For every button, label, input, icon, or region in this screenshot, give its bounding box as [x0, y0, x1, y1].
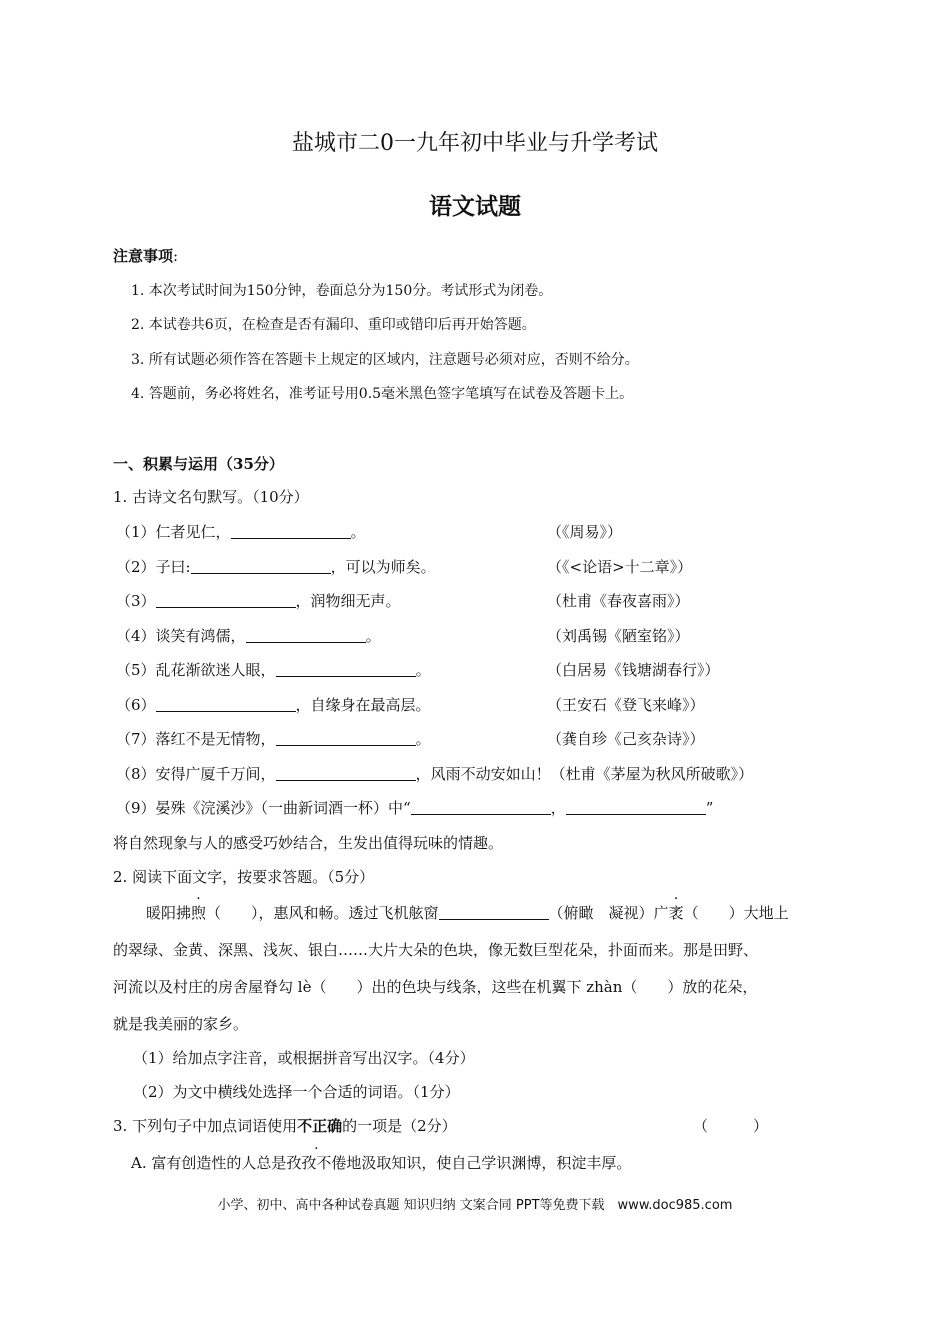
- notice-item-1: 1. 本次考试时间为150分钟，卷面总分为150分。考试形式为闭卷。: [131, 283, 553, 299]
- answer-blank[interactable]: [411, 800, 551, 815]
- notice-heading: [113, 245, 178, 266]
- q1-source-7: （龚自珍《己亥杂诗》）: [547, 730, 705, 748]
- answer-blank[interactable]: [231, 524, 351, 539]
- section1-heading: 一、积累与运用（35分）: [113, 455, 284, 473]
- q2-passage-line-4: 就是我美丽的家乡。: [113, 1015, 249, 1033]
- notice-heading-text: 注意事项: [113, 247, 174, 265]
- dotted-char: 煦: [191, 904, 207, 922]
- q3-stem: 3. 下列句子中加点词语使用不正确的一项是（2分）: [113, 1117, 457, 1135]
- q2-stem: 2. 阅读下面文字，按要求答题。（5分）: [113, 868, 375, 886]
- answer-blank[interactable]: [156, 593, 296, 608]
- q1-item-9-cont: 将自然现象与人的感受巧妙结合，生发出值得玩味的情趣。: [113, 834, 504, 852]
- notice-item-2: 2. 本试卷共6页，在检查是否有漏印、重印或错印后再开始答题。: [131, 317, 536, 333]
- q1-source-2: （《<论语>十二章》）: [547, 558, 693, 576]
- q2-passage-line-3: 河流以及村庄的房舍屋脊勾 lè（ ）出的色块与线条，这些在机翼下 zhàn（ ）放的花朵，: [113, 978, 758, 996]
- notice-item-3: 3. 所有试题必须作答在答题卡上规定的区域内，注意题号必须对应，否则不给分。: [131, 352, 639, 368]
- q1-source-3: （杜甫《春夜喜雨》）: [547, 592, 690, 610]
- q1-item-5: （5）乱花渐欲迷人眼， 。: [116, 661, 431, 679]
- exam-title: 盐城市二0一九年初中毕业与升学考试: [292, 131, 658, 156]
- answer-blank[interactable]: [566, 800, 706, 815]
- q2-passage-line-1: 暖阳拂煦（ ），惠风和畅。透过飞机舷窗 （俯瞰 凝视）广袤（ ）大地上: [146, 904, 789, 922]
- q2-sub-1: （1）给加点字注音，或根据拼音写出汉字。（4分）: [133, 1049, 475, 1067]
- q1-source-1: （《周易》）: [547, 523, 623, 541]
- q3-option-a: A. 富有创造性的人总是孜孜不倦地汲取知识，使自己学识渊博，积淀丰厚。: [131, 1154, 632, 1172]
- notice-heading-colon: :: [173, 247, 179, 265]
- answer-blank[interactable]: [191, 559, 331, 574]
- q1-item-4: （4）谈笑有鸿儒， 。: [116, 627, 381, 645]
- answer-blank[interactable]: [276, 731, 416, 746]
- dotted-char: 袤: [668, 904, 684, 922]
- q1-item-2: （2）子曰: ，可以为师矣。: [116, 558, 436, 576]
- q1-stem: 1. 古诗文名句默写。（10分）: [113, 488, 309, 506]
- q1-item-9: （9）晏殊《浣溪沙》（一曲新词酒一杯）中“ ， ”: [116, 799, 714, 817]
- answer-blank[interactable]: [276, 662, 416, 677]
- q1-item-1: （1）仁者见仁， 。: [116, 523, 366, 541]
- notice-item-4: 4. 答题前，务必将姓名，准考证号用0.5毫米黑色签字笔填写在试卷及答题卡上。: [131, 386, 634, 402]
- q1-source-5: （白居易《钱塘湖春行》）: [547, 661, 720, 679]
- answer-blank[interactable]: [246, 628, 366, 643]
- answer-blank[interactable]: [439, 905, 549, 920]
- q1-source-6: （王安石《登飞来峰》）: [547, 696, 705, 714]
- dotted-char: 孜孜不倦: [286, 1154, 347, 1172]
- q2-sub-2: （2）为文中横线处选择一个合适的词语。（1分）: [133, 1083, 460, 1101]
- exam-subtitle: 语文试题: [429, 193, 521, 220]
- q1-source-4: （刘禹锡《陋室铭》）: [547, 627, 690, 645]
- q1-item-6: （6） ，自缘身在最高层。: [116, 696, 431, 714]
- answer-blank[interactable]: [276, 766, 416, 781]
- footer-watermark: 小学、初中、高中各种试卷真题 知识归纳 文案合同 PPT等免费下载 www.doc985.com: [217, 1198, 733, 1213]
- q1-item-3: （3） ，润物细无声。: [116, 592, 401, 610]
- q1-item-7: （7）落红不是无情物， 。: [116, 730, 431, 748]
- q2-passage-line-2: 的翠绿、金黄、深黑、浅灰、银白……大片大朵的色块，像无数巨型花朵，扑面而来。那是田野、: [113, 941, 759, 959]
- q1-item-8: （8）安得广厦千万间， ，风雨不动安如山！（杜甫《茅屋为秋风所破歌》）: [116, 765, 754, 783]
- answer-blank[interactable]: [156, 697, 296, 712]
- q3-answer-paren[interactable]: （ ）: [693, 1117, 769, 1135]
